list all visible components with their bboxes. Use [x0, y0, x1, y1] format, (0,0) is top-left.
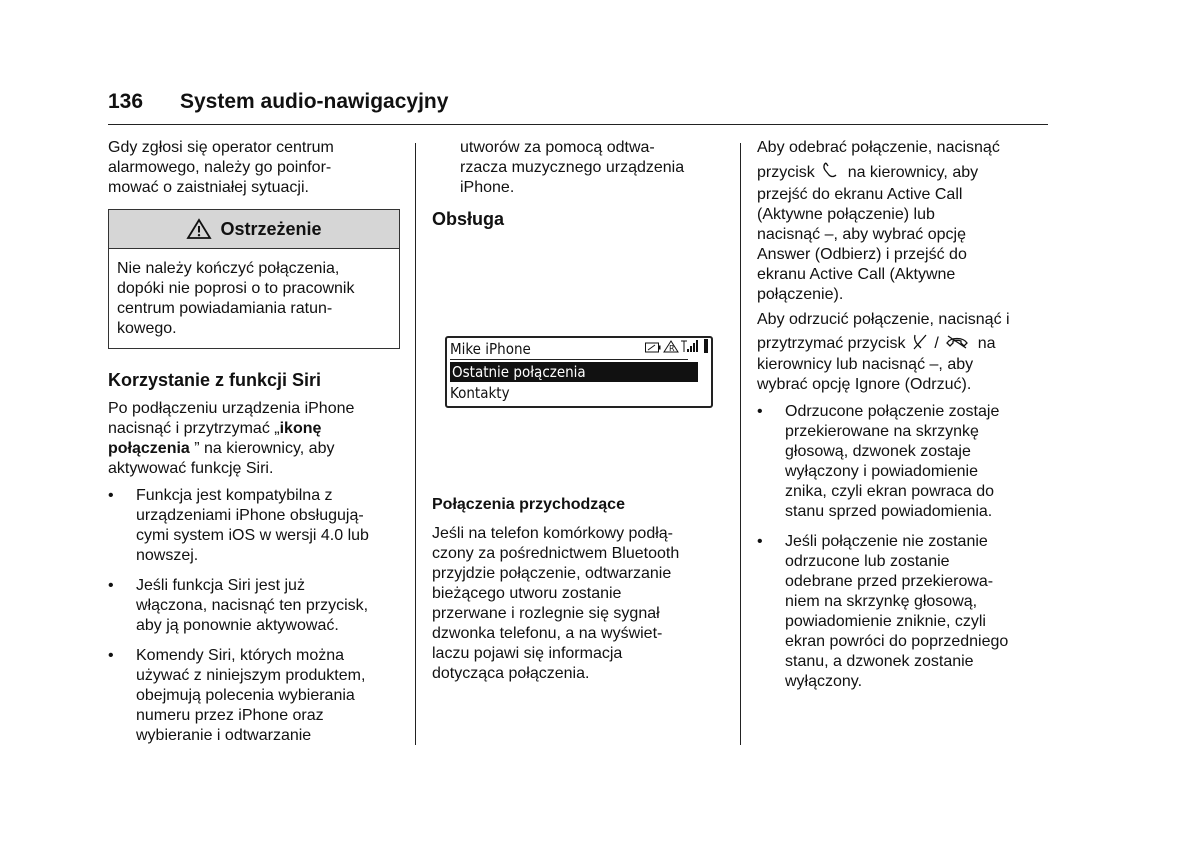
bold-term: połączenia — [108, 440, 190, 457]
signal-bars-icon — [681, 340, 699, 353]
text-line: głosową, dzwonek zostaje — [785, 443, 971, 460]
text-line: wyłączony. — [785, 673, 863, 690]
text-line — [108, 419, 400, 439]
menu-item-contacts[interactable]: Kontakty — [450, 384, 510, 402]
page-title: System audio-nawigacyjny — [180, 90, 449, 113]
text-line: wyłączony i powiadomienie — [785, 463, 978, 480]
list-item — [757, 402, 1049, 522]
warning-text — [109, 249, 399, 339]
text-span: nacisnąć i przytrzymać „ — [108, 420, 280, 437]
text-line: aby ją ponownie aktywować. — [136, 617, 339, 634]
header-rule — [108, 124, 1048, 125]
text-span: ” na kierownicy, aby — [189, 440, 335, 457]
text-line: przerwane i rozlegnie się sygnał — [432, 605, 660, 622]
text-line: iPhone. — [460, 179, 515, 196]
text-line: stanu sprzed powiadomienia. — [785, 503, 993, 520]
siri-bullet-list — [108, 486, 400, 756]
siri-heading: Korzystanie z funkcji Siri — [108, 370, 322, 390]
text-line: urządzeniami iPhone obsługują- — [136, 507, 364, 524]
list-item — [108, 646, 400, 746]
list-item — [108, 486, 400, 566]
list-item — [108, 576, 400, 636]
text-line: dotycząca połączenia. — [432, 665, 590, 682]
text-line: Aby odrzucić połączenie, nacisnąć i — [757, 311, 1010, 328]
text-line: odrzucone lub zostanie — [785, 553, 950, 570]
text-line: Jeśli na telefon komórkowy podłą- — [432, 525, 674, 542]
text-line: Nie należy kończyć połączenia, — [117, 260, 340, 277]
intro-paragraph — [108, 138, 400, 198]
text-line: aktywować funkcję Siri. — [108, 460, 274, 477]
radio-display — [445, 336, 713, 408]
text-line: włączona, nacisnąć ten przycisk, — [136, 597, 369, 614]
bold-term: ikonę — [279, 420, 322, 437]
continued-paragraph — [460, 138, 720, 198]
mute-call-icon — [912, 333, 928, 351]
text-line: mować o zaistniałej sytuacji. — [108, 179, 309, 196]
display-title: Mike iPhone — [450, 339, 688, 360]
text-line: wybieranie i odtwarzanie — [136, 727, 312, 744]
text-line: Aby odebrać połączenie, nacisnąć — [757, 139, 1000, 156]
warning-triangle-icon — [186, 218, 212, 240]
text-line: połączenie). — [757, 286, 844, 303]
text-span: na — [977, 335, 996, 353]
separator-slash: / — [934, 335, 939, 353]
text-line: centrum powiadamiania ratun- — [117, 300, 333, 317]
list-item — [757, 532, 1049, 692]
text-line: (Aktywne połączenie) lub — [757, 206, 935, 223]
text-line: dopóki nie poprosi o to pracownik — [117, 280, 355, 297]
warning-box — [108, 209, 400, 349]
incoming-calls-paragraph — [432, 524, 714, 684]
text-line: • Jeśli połączenie nie zostanie — [785, 533, 988, 550]
text-line: przyjdzie połączenie, odtwarzanie — [432, 565, 672, 582]
text-line: przejść do ekranu Active Call — [757, 186, 963, 203]
text-line: dzwonka telefonu, a na wyświet- — [432, 625, 663, 642]
text-line: powiadomienie zniknie, czyli — [785, 613, 986, 630]
text-line: • Funkcja jest kompatybilna z — [136, 487, 333, 504]
page-number: 136 — [108, 90, 144, 113]
text-line: znika, czyli ekran powraca do — [785, 483, 994, 500]
column-divider-1 — [415, 143, 416, 745]
text-line: • Jeśli funkcja Siri jest już — [136, 577, 305, 594]
answer-call-paragraph — [757, 138, 1049, 305]
text-line: alarmowego, należy go poinfor- — [108, 159, 332, 176]
text-line: obejmują polecenia wybierania — [136, 687, 355, 704]
text-line: numeru przez iPhone oraz — [136, 707, 324, 724]
text-line — [757, 333, 1049, 355]
text-line: stanu, a dzwonek zostanie — [785, 653, 974, 670]
text-line: kowego. — [117, 320, 177, 337]
text-span: na kierownicy, aby — [847, 164, 979, 182]
text-line: laczu pojawi się informacja — [432, 645, 623, 662]
siri-paragraph — [108, 399, 400, 479]
text-line: • Odrzucone połączenie zostaje — [785, 403, 1000, 420]
text-line: nowszej. — [136, 547, 199, 564]
text-span: przytrzymać przycisk — [757, 335, 906, 353]
warning-header — [109, 210, 399, 249]
hang-up-icon — [945, 334, 969, 350]
display-status-icons — [645, 340, 699, 353]
text-line: ekranu Active Call (Aktywne — [757, 266, 956, 283]
text-line: utworów za pomocą odtwa- — [460, 139, 655, 156]
incoming-calls-heading: Połączenia przychodzące — [432, 496, 625, 513]
text-line: Answer (Odbierz) i przejść do — [757, 246, 967, 263]
reject-call-paragraph — [757, 310, 1049, 395]
menu-item-recent-calls[interactable]: Ostatnie połączenia — [450, 362, 698, 382]
text-line: przekierowane na skrzynkę — [785, 423, 979, 440]
text-line: wybrać opcję Ignore (Odrzuć). — [757, 376, 972, 393]
page-header — [108, 90, 448, 114]
text-line: nacisnąć –, aby wybrać opcję — [757, 226, 966, 243]
text-line: cymi system iOS w wersji 4.0 lub — [136, 527, 369, 544]
operation-heading: Obsługa — [432, 209, 505, 229]
text-line: kierownicy lub nacisnąć –, aby — [757, 356, 974, 373]
text-line: niem na skrzynkę głosową, — [785, 593, 978, 610]
text-line: Gdy zgłosi się operator centrum — [108, 139, 334, 156]
reject-bullet-list — [757, 402, 1049, 702]
text-line: czony za pośrednictwem Bluetooth — [432, 545, 680, 562]
text-line: ekran powróci do poprzedniego — [785, 633, 1009, 650]
text-line: odebrane przed przekierowa- — [785, 573, 994, 590]
column-divider-2 — [740, 143, 741, 745]
battery-icon — [645, 342, 661, 353]
phone-handset-icon — [821, 161, 839, 179]
text-line: bieżącego utworu zostanie — [432, 585, 622, 602]
text-line: • Komendy Siri, których można — [136, 647, 345, 664]
warning-title: Ostrzeżenie — [220, 218, 322, 239]
display-scrollbar — [704, 339, 708, 353]
text-line: używać z niniejszym produktem, — [136, 667, 366, 684]
roaming-icon — [663, 340, 679, 353]
text-line — [108, 439, 400, 459]
text-line: Po podłączeniu urządzenia iPhone — [108, 400, 355, 417]
svg-text:R: R — [669, 344, 675, 353]
text-line — [757, 161, 1049, 185]
text-line: rzacza muzycznego urządzenia — [460, 159, 685, 176]
text-span: przycisk — [757, 164, 815, 182]
